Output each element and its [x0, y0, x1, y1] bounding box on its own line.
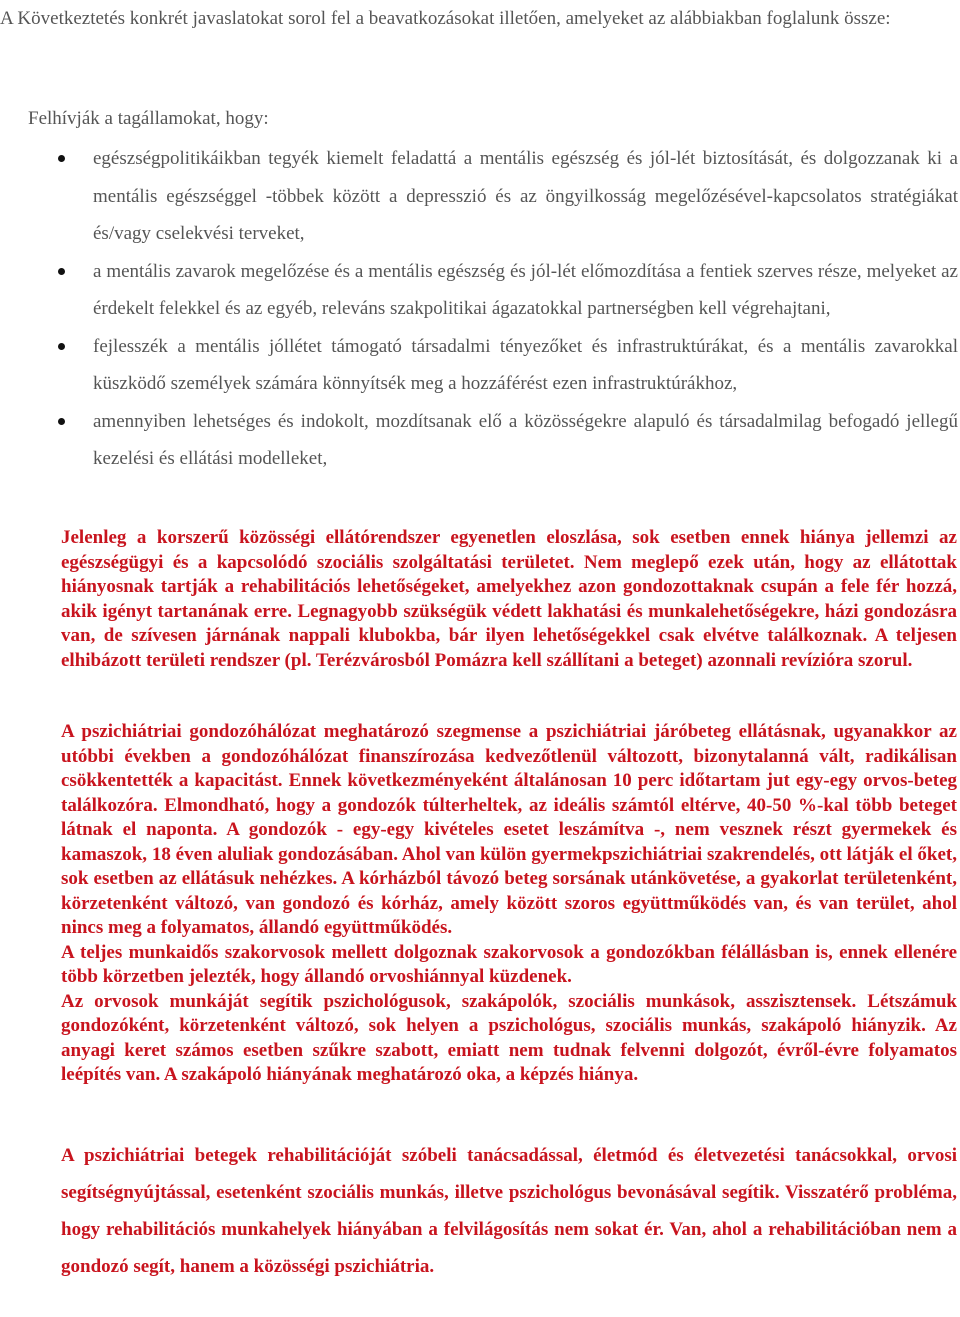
list-item [0, 328, 958, 403]
community-care-text: Jelenleg a korszerű közösségi ellátórendszer egyenetlen eloszlása, sok esetben ennek hiánya jellemzi az egészségügyi és a kapcsolódó szociális szolgáltatási területet. Nem meglepő ezek után, hogy az ellátottak hiányosnak tartják a rehabilitációs lehetőségeket, amelyekhez azon gondozottaknak csupán a fele fér hozzá, akik igényt tartanának erre. Legnagyobb szükségük védett lakhatási és munkalehetőségekre, házi gondozásra van, de szívesen járnának nappali klubokba, bár ilyen lehetőségekkel csak elvétve találkoznak. A teljesen elhibázott területi rendszer (pl. [61, 527, 957, 671]
bullet-icon [58, 343, 65, 350]
bullet-icon [58, 268, 65, 275]
list-item [0, 253, 958, 328]
lead-sentence: Felhívják a tagállamokat, hogy: [28, 108, 269, 129]
staff-paragraph: Az orvosok munkáját segítik pszichológusok, szakápolók, szociális munkások, asszisztensek. Létszámuk gondozóként, körzetenként változó, sok helyen a pszichológus, szociális munkás, szakápoló hiányzik. Az anyagi keret számos esetben szűkre szabott, emiatt nem tudnak felvenni dolgozót, évről-évre folyamatos leépítés van. A szakápoló hiányának meghatározó oka, a képzés hiánya. [61, 990, 957, 1085]
intro-paragraph: A Következtetés konkrét javaslatokat sorol fel a beavatkozásokat illetően, amelyeket az alábbiakban foglalunk össze: [0, 8, 891, 29]
care-network-paragraph: A pszichiátriai gondozóhálózat meghatározó szegmense a pszichiátriai járóbeteg ellátásnak, ugyanakkor az utóbbi években a gondozóhálózat finanszírozása kedvezőtlenül változott, bizonytalanná vált, radikálisan csökkentették a kapacitást. Ennek következményeként általánosan 10 perc időtartam jut egy-egy orvos-beteg találkozóra. Elmondható, hogy a gondozók túlterheltek, az ideális számtól eltérve, 40-50 %-kal több beteget látnak el naponta. A gondozók - egy-egy kivételes esetet leszámítva -, nem vesznek részt gyermekek és kamaszok, 18 éven aluliak gondozásában. Ahol van külön gyermekpszichiátriai szakrendelés, ott látják el őket, sok esetben az ellátásuk nehézkes. A kórházból távozó beteg sorsának utánkövetése, a gyakorlat területenként, körzetenként változó, van gondozó és kórház, amely között szoros együttműködés van, és van terület, ahol nincs meg a folyamatos, állandó együttműködés. [61, 721, 957, 938]
list-item-text: egészségpolitikáikban tegyék kiemelt feladattá a mentális egészség és jól-lét biztosítását, és dolgozzanak ki a mentális egészséggel -többek között a depresszió és az öngyilkosság megelőzésével-kapcsolatos stratégiákat és/vagy cselekvési terveket, [93, 148, 958, 244]
list-item-text: a mentális zavarok megelőzése és a mentális egészség és jól-lét előmozdítása a fentiek szerves része, melyeket az érdekelt felekkel és az egyéb, releváns szakpolitikai ágazatokkal partnerségben kell végrehajtani, [93, 260, 958, 319]
bullet-icon [58, 418, 65, 425]
specialists-paragraph: A teljes munkaidős szakorvosok mellett dolgoznak szakorvosok a gondozókban félállásban is, ennek ellenére több körzetben jelezték, hogy állandó orvoshiánnyal küzdenek. [61, 941, 957, 987]
community-care-tail: Terézvárosból Pomázra kell szállítani a beteget) azonnali revízióra szorul. [315, 649, 913, 671]
list-item-text: fejlesszék a mentális jóllétet támogató társadalmi tényezőket és infrastruktúrákat, és a mentális zavarokkal küszködő személyek számára könnyítsék meg a hozzáférést ezen infrastruktúrákhoz, [93, 335, 958, 394]
list-item [0, 403, 958, 478]
care-network-section [61, 720, 957, 1088]
list-item [0, 140, 958, 253]
community-care-paragraph [61, 526, 957, 673]
bullet-icon [58, 155, 65, 162]
rehabilitation-paragraph: A pszichiátriai betegek rehabilitációját szóbeli tanácsadással, életmód és életvezetési tanácsokkal, orvosi segítségnyújtással, esetenként szociális munkás, illetve pszichológus bevonásával segítik. Visszatérő probléma, hogy rehabilitációs munkahelyek hiányában a felvilágosítás nem sokat ér. Van, ahol a rehabilitációban nem a gondozó segít, hanem a közösségi pszichiátria. [61, 1145, 957, 1277]
list-item-text: amennyiben lehetséges és indokolt, mozdítsanak elő a közösségekre alapuló és társadalmilag befogadó jellegű kezelési és ellátási modelleket, [93, 410, 958, 469]
recommendation-list [0, 140, 958, 478]
